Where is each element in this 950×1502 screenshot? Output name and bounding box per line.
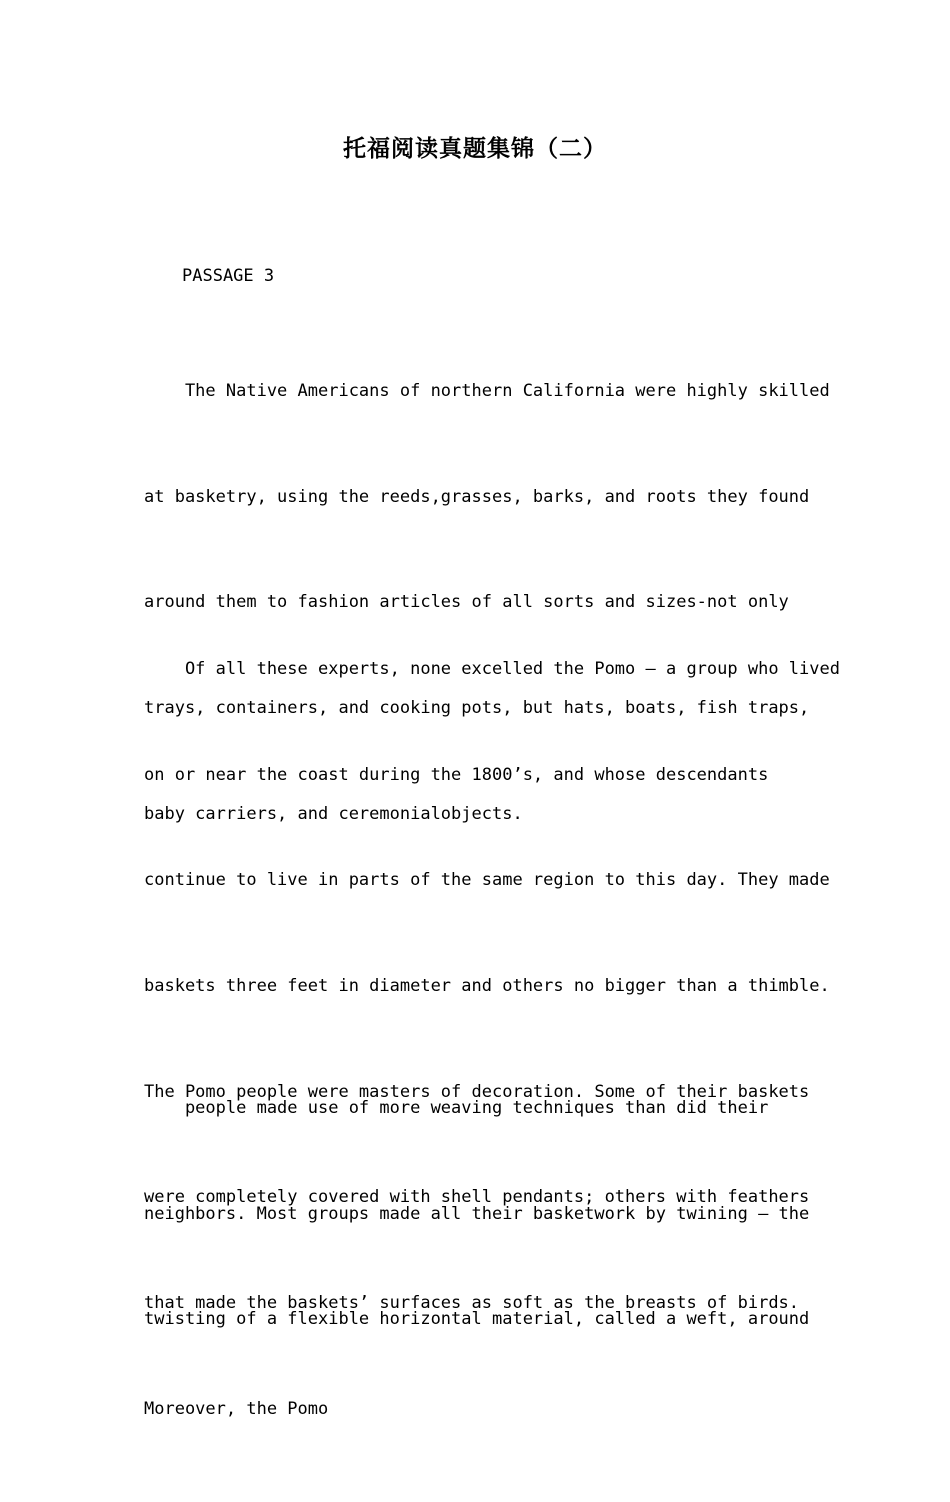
- paragraph-line: The Pomo people were masters of decoration. Some of their baskets: [144, 1081, 810, 1102]
- paragraph-line: twisting of a flexible horizontal material, called a weft, around: [144, 1309, 810, 1330]
- paragraph-line: that made the baskets’ surfaces as soft as the breasts of birds.: [144, 1293, 800, 1314]
- passage-heading: PASSAGE 3: [182, 266, 275, 286]
- document-title: 托福阅读真题集锦（二）: [343, 135, 607, 162]
- paragraph-line: neighbors. Most groups made all their basketwork by twining — the: [144, 1203, 810, 1224]
- paragraph-line: people made use of more weaving techniques than did their: [144, 1098, 769, 1118]
- paragraph-line: baby carriers, and ceremonialobjects.: [144, 803, 523, 824]
- paragraph-line: at basketry, using the reeds,grasses, barks, and roots they found: [144, 486, 810, 507]
- paragraph-line: baskets three feet in diameter and others no bigger than a thimble.: [144, 976, 830, 997]
- paragraph-3: [144, 1043, 824, 1412]
- paragraph-line: The Native Americans of northern California were highly skilled: [144, 381, 830, 401]
- paragraph-line: trays, containers, and cooking pots, but hats, boats, fish traps,: [144, 698, 810, 719]
- paragraph-line: Of all these experts, none excelled the Pomo — a group who lived: [144, 659, 840, 679]
- paragraph-line: on or near the coast during the 1800’s, and whose descendants: [144, 764, 769, 785]
- paragraph-line: continue to live in parts of the same region to this day. They made: [144, 870, 830, 891]
- paragraph-line: around them to fashion articles of all sorts and sizes-not only: [144, 592, 789, 613]
- paragraph-line: Moreover, the Pomo: [144, 1398, 329, 1419]
- paragraph-line: were completely covered with shell pendants; others with feathers: [144, 1187, 810, 1208]
